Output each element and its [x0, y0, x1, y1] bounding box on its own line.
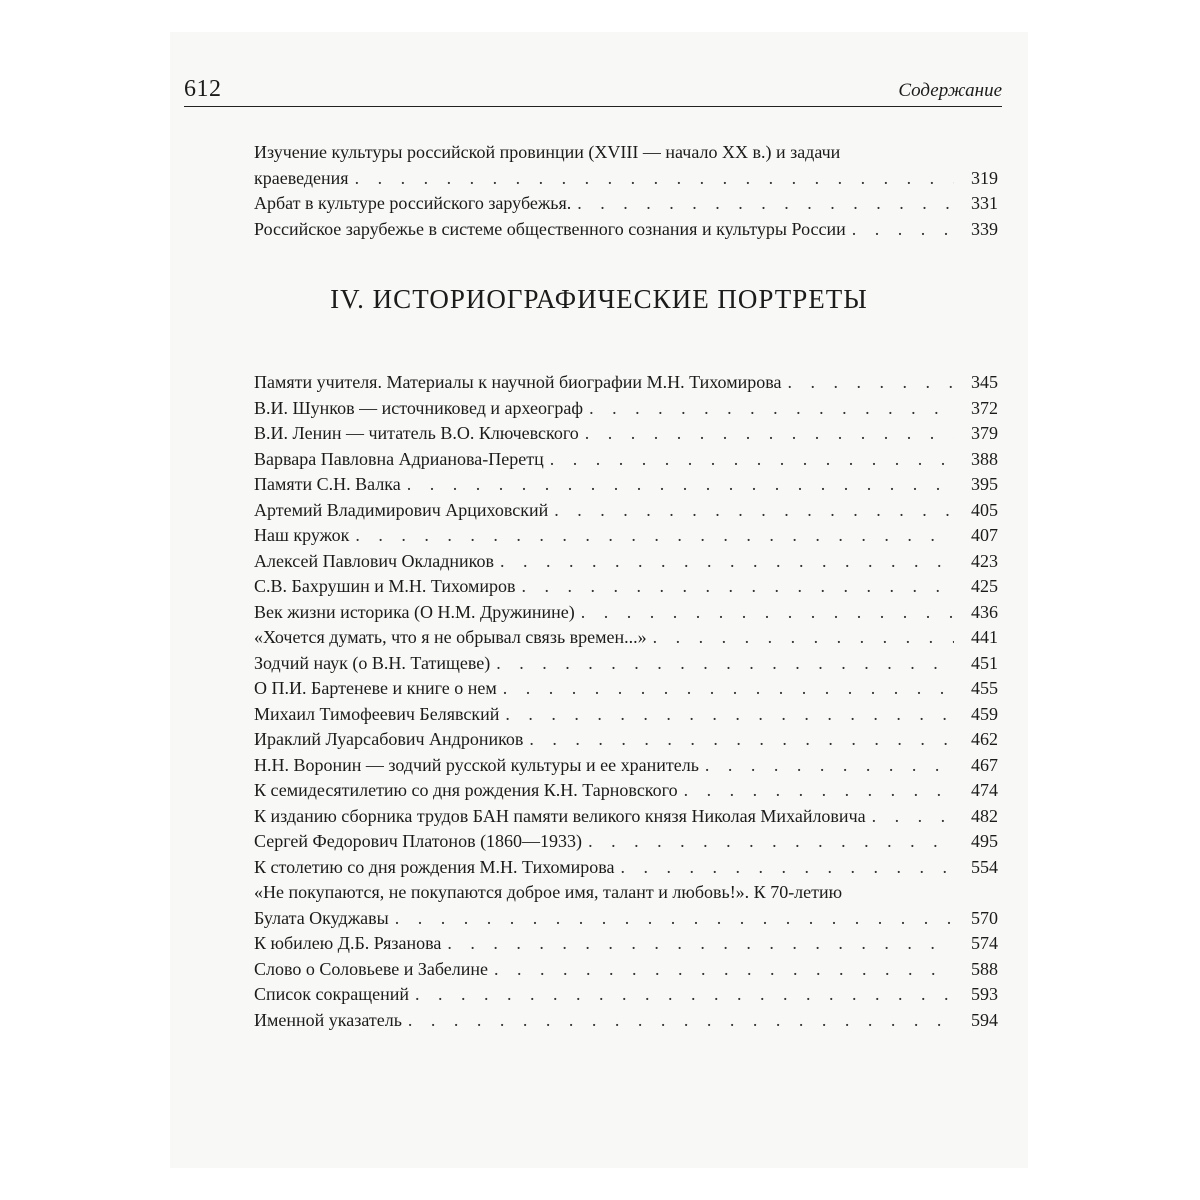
toc-entry-title: Слово о Соловьеве и Забелине	[254, 958, 488, 979]
toc-entry	[254, 651, 998, 677]
book-page	[170, 32, 1028, 1168]
toc-entry-page: 474	[971, 780, 998, 800]
toc-entry	[254, 727, 998, 753]
toc-entry	[254, 549, 998, 575]
toc-entry-page: 570	[971, 907, 998, 928]
toc-entry-title: Алексей Павлович Окладников	[254, 550, 494, 571]
toc-entry	[254, 191, 998, 217]
toc-entry-page: 441	[971, 627, 998, 647]
toc-entry-title: Ираклий Луарсабович Андроников	[254, 729, 524, 749]
toc-entry-title: К столетию со дня рождения М.Н. Тихомирова	[254, 856, 615, 877]
toc-entry-page: 588	[971, 958, 998, 979]
leader-dots	[588, 829, 954, 855]
leader-dots	[395, 906, 954, 932]
toc-entry-title: К семидесятилетию со дня рождения К.Н. Тарновского	[254, 780, 678, 800]
leader-dots	[529, 727, 954, 753]
toc-entry-page: 345	[971, 372, 998, 392]
leader-dots	[554, 498, 954, 524]
toc-entry-title: С.В. Бахрушин и М.Н. Тихомиров	[254, 576, 516, 596]
toc-entry-title: Памяти учителя. Материалы к научной биографии М.Н. Тихомирова	[254, 372, 782, 392]
toc-entry-page: 467	[971, 754, 998, 775]
page-number: 612	[184, 76, 222, 102]
leader-dots	[872, 804, 954, 830]
toc-entry-page: 455	[971, 678, 998, 698]
toc-entry	[254, 829, 998, 855]
toc-entry-title: О П.И. Бартеневе и книге о нем	[254, 678, 497, 698]
toc-entry	[254, 447, 998, 473]
leader-dots	[581, 600, 954, 626]
toc-entry	[254, 370, 998, 396]
toc-entry	[254, 140, 998, 191]
toc-entry-page: 339	[971, 218, 998, 239]
toc-entry-page: 459	[971, 703, 998, 724]
running-header	[184, 70, 1002, 107]
toc-entry-title: Булата Окуджавы	[254, 907, 389, 928]
toc-entry-page: 372	[971, 397, 998, 418]
toc-list-previous-section	[254, 140, 998, 242]
toc-entry	[254, 778, 998, 804]
toc-entry	[254, 1008, 998, 1034]
toc-entry-page: 482	[971, 805, 998, 826]
leader-dots	[788, 370, 955, 396]
toc-entry-title-line1: Изучение культуры российской провинции (XVIII — начало XX в.) и задачи	[254, 142, 841, 162]
toc-entry-title: «Хочется думать, что я не обрывал связь времен...»	[254, 627, 647, 647]
toc-entry	[254, 217, 998, 243]
toc-entry	[254, 625, 998, 651]
toc-entry-page: 594	[971, 1009, 998, 1030]
toc-entry-title: краеведения	[254, 167, 349, 188]
toc-entry-page: 554	[971, 856, 998, 877]
toc-entry-title: Михаил Тимофеевич Белявский	[254, 703, 500, 724]
leader-dots	[589, 396, 954, 422]
toc-entry-title: Наш кружок	[254, 525, 350, 545]
toc-entry-page: 495	[971, 831, 998, 851]
toc-entry-title: К изданию сборника трудов БАН памяти великого князя Николая Михайловича	[254, 805, 866, 826]
toc-entry	[254, 600, 998, 626]
toc-entry-title: Российское зарубежье в системе общественного сознания и культуры России	[254, 218, 846, 239]
toc-entry	[254, 421, 998, 447]
toc-entry	[254, 855, 998, 881]
toc-entry-page: 423	[971, 550, 998, 571]
toc-entry-page: 395	[971, 474, 998, 494]
toc-entry	[254, 523, 998, 549]
toc-entry-page: 462	[971, 729, 998, 749]
toc-entry	[254, 957, 998, 983]
toc-entry-title: Век жизни историка (О Н.М. Дружинине)	[254, 601, 575, 622]
leader-dots	[585, 421, 954, 447]
toc-list-historiographic-portraits	[254, 370, 998, 1033]
leader-dots	[505, 702, 954, 728]
toc-entry	[254, 804, 998, 830]
toc-entry-title: Арбат в культуре российского зарубежья.	[254, 193, 572, 213]
leader-dots	[494, 957, 954, 983]
toc-entry	[254, 472, 998, 498]
toc-entry-title: Памяти С.Н. Валка	[254, 474, 401, 494]
toc-entry-page: 407	[971, 525, 998, 545]
toc-entry-page: 425	[971, 576, 998, 596]
toc-entry	[254, 931, 998, 957]
toc-entry-page: 379	[971, 423, 998, 443]
leader-dots	[550, 447, 954, 473]
toc-entry-page: 436	[971, 601, 998, 622]
leader-dots	[496, 651, 954, 677]
toc-entry-title: Н.Н. Воронин — зодчий русской культуры и ее хранитель	[254, 754, 699, 775]
toc-entry-title: Именной указатель	[254, 1009, 402, 1030]
leader-dots	[503, 676, 954, 702]
toc-entry	[254, 574, 998, 600]
leader-dots	[407, 472, 954, 498]
leader-dots	[355, 523, 954, 549]
leader-dots	[705, 753, 954, 779]
leader-dots	[500, 549, 954, 575]
toc-entry-page: 319	[971, 167, 998, 188]
leader-dots	[653, 625, 954, 651]
toc-entry-title: В.И. Шунков — источниковед и археограф	[254, 397, 584, 418]
toc-entry-title: В.И. Ленин — читатель В.О. Ключевского	[254, 423, 579, 443]
leader-dots	[415, 982, 954, 1008]
toc-entry-title: К юбилею Д.Б. Рязанова	[254, 933, 442, 953]
leader-dots	[447, 931, 954, 957]
toc-entry	[254, 702, 998, 728]
leader-dots	[852, 217, 954, 243]
leader-dots	[620, 855, 954, 881]
toc-entry-title: Варвара Павловна Адрианова-Перетц	[254, 448, 544, 469]
leader-dots	[522, 574, 954, 600]
toc-entry-title: Зодчий наук (о В.Н. Татищеве)	[254, 652, 491, 673]
toc-entry-page: 574	[971, 933, 998, 953]
toc-entry-title: Артемий Владимирович Арциховский	[254, 499, 549, 520]
leader-dots	[355, 166, 954, 192]
toc-entry	[254, 396, 998, 422]
toc-entry	[254, 676, 998, 702]
toc-entry-title-line1: «Не покупаются, не покупаются доброе имя, талант и любовь!». К 70-летию	[254, 882, 843, 902]
toc-entry	[254, 498, 998, 524]
toc-entry-page: 593	[971, 984, 998, 1004]
leader-dots	[408, 1008, 954, 1034]
toc-entry	[254, 753, 998, 779]
toc-entry	[254, 880, 998, 931]
toc-entry-title: Сергей Федорович Платонов (1860—1933)	[254, 831, 583, 851]
toc-entry-page: 388	[971, 448, 998, 469]
leader-dots	[684, 778, 954, 804]
leader-dots	[577, 191, 954, 217]
section-heading: IV. ИСТОРИОГРАФИЧЕСКИЕ ПОРТРЕТЫ	[330, 284, 868, 314]
running-title: Содержание	[898, 80, 1002, 101]
toc-entry-page: 331	[971, 193, 998, 213]
toc-entry-title: Список сокращений	[254, 984, 409, 1004]
toc-entry	[254, 982, 998, 1008]
toc-entry-page: 451	[971, 652, 998, 673]
toc-entry-page: 405	[971, 499, 998, 520]
